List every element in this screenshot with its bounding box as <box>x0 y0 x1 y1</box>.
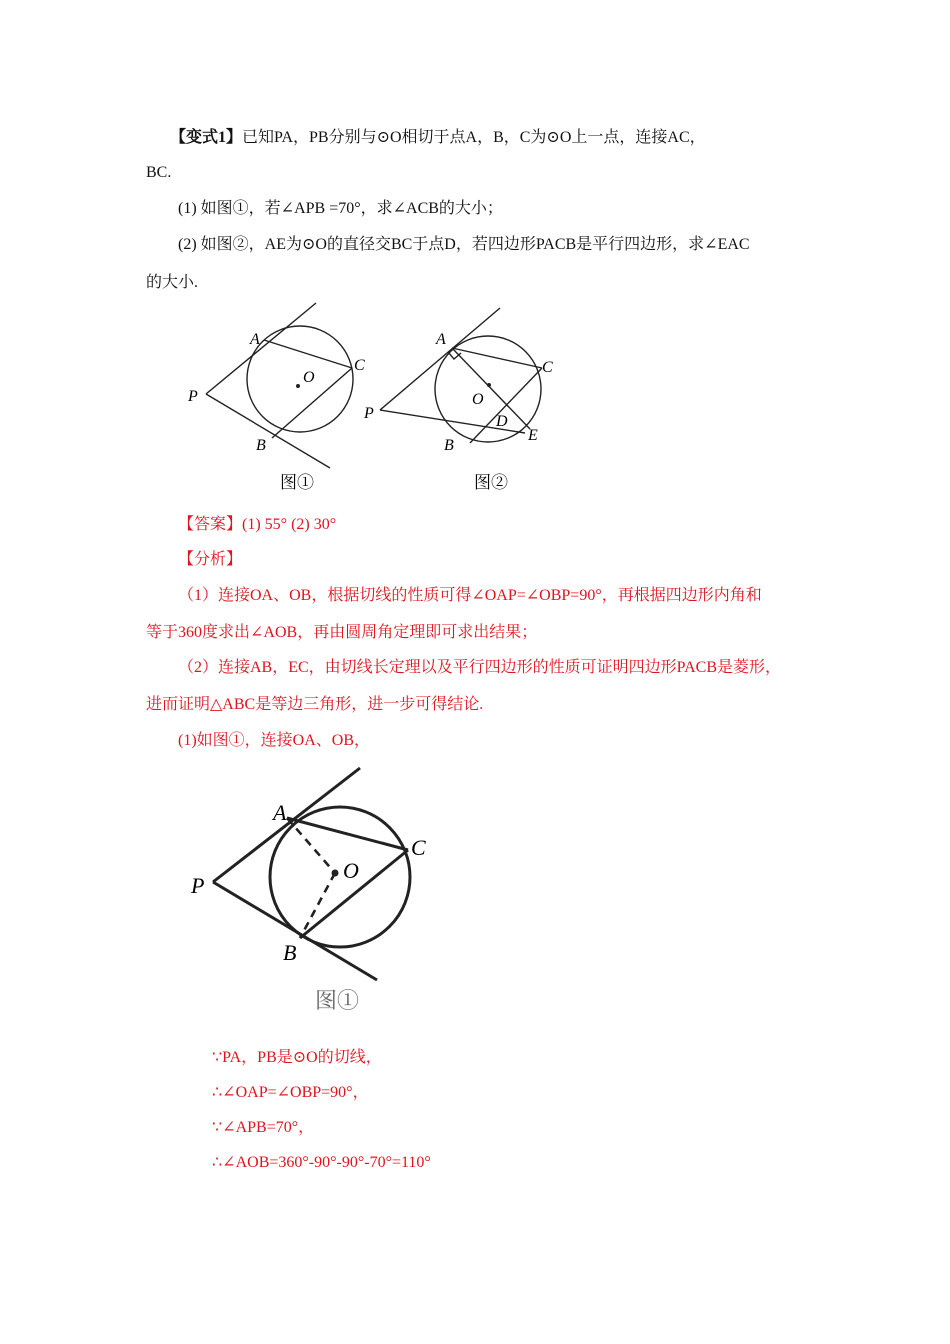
sol-caption: 图① <box>315 988 360 1013</box>
figure-1-geometry <box>206 303 353 468</box>
question-1: (1) 如图①，若∠APB =70°，求∠ACB的大小； <box>178 200 503 217</box>
figure-2-geometry <box>380 308 542 443</box>
analysis-p1-line1: （1）连接OA、OB，根据切线的性质可得∠OAP=∠OBP=90°，再根据四边形内角和 <box>178 587 762 604</box>
sol-label-A: A <box>273 800 287 825</box>
fig1-caption: 图① <box>280 473 314 492</box>
analysis-label: 【分析】 <box>178 551 243 568</box>
problem-line-1 <box>170 127 706 149</box>
analysis-p2-line2: 进而证明△ABC是等边三角形，进一步可得结论. <box>146 696 484 713</box>
problem-label: 【变式1】 <box>170 129 243 146</box>
fig1-label-P: P <box>188 388 198 405</box>
fig1-label-B: B <box>256 437 266 454</box>
analysis-p2-line1: （2）连接AB，EC，由切线长定理以及平行四边形的性质可证明四边形PACB是菱形， <box>178 659 782 676</box>
sol-label-B: B <box>283 940 297 965</box>
fig2-label-C: C <box>542 359 553 376</box>
figure-2-center-dot <box>487 383 491 387</box>
solution-step-1: ∵PA，PB是⊙O的切线， <box>212 1049 382 1066</box>
answer-label: 【答案】 <box>178 516 243 533</box>
analysis-p1-line2: 等于360度求出∠AOB，再由圆周角定理即可求出结果； <box>146 624 538 641</box>
solution-step-2: ∴∠OAP=∠OBP=90°， <box>212 1084 369 1101</box>
solution-figure <box>185 760 445 1020</box>
sol-label-C: C <box>411 835 426 860</box>
solution-figure-radii <box>287 818 335 938</box>
fig2-label-E: E <box>528 427 538 444</box>
problem-line-2: BC. <box>146 164 172 181</box>
figure-1-center-dot <box>296 384 300 388</box>
problem-text-1: 已知PA，PB分别与⊙O相切于点A，B，C为⊙O上一点，连接AC， <box>242 129 706 146</box>
fig2-caption: 图② <box>474 473 508 492</box>
fig2-label-D: D <box>496 413 508 430</box>
sol-label-O: O <box>343 858 359 883</box>
fig2-label-P: P <box>364 405 374 422</box>
solution-intro: (1)如图①，连接OA、OB， <box>178 732 370 749</box>
solution-figure-geometry <box>213 768 410 980</box>
fig2-label-A: A <box>436 331 446 348</box>
answer-line <box>178 514 336 536</box>
solution-step-4: ∴∠AOB=360°-90°-90°-70°=110° <box>212 1154 431 1171</box>
solution-step-3: ∵∠APB=70°， <box>212 1119 315 1136</box>
solution-center-dot <box>332 870 339 877</box>
fig1-label-O: O <box>303 369 315 386</box>
sol-label-P: P <box>191 873 205 898</box>
answer-text: (1) 55° (2) 30° <box>242 516 337 533</box>
fig2-label-B: B <box>444 437 454 454</box>
question-2: (2) 如图②，AE为⊙O的直径交BC于点D，若四边形PACB是平行四边形，求∠EAC <box>178 236 750 253</box>
fig1-label-A: A <box>250 331 260 348</box>
fig1-label-C: C <box>354 357 365 374</box>
figures-1-2 <box>180 298 600 498</box>
question-2-cont: 的大小. <box>146 274 199 291</box>
fig2-label-O: O <box>472 391 484 408</box>
